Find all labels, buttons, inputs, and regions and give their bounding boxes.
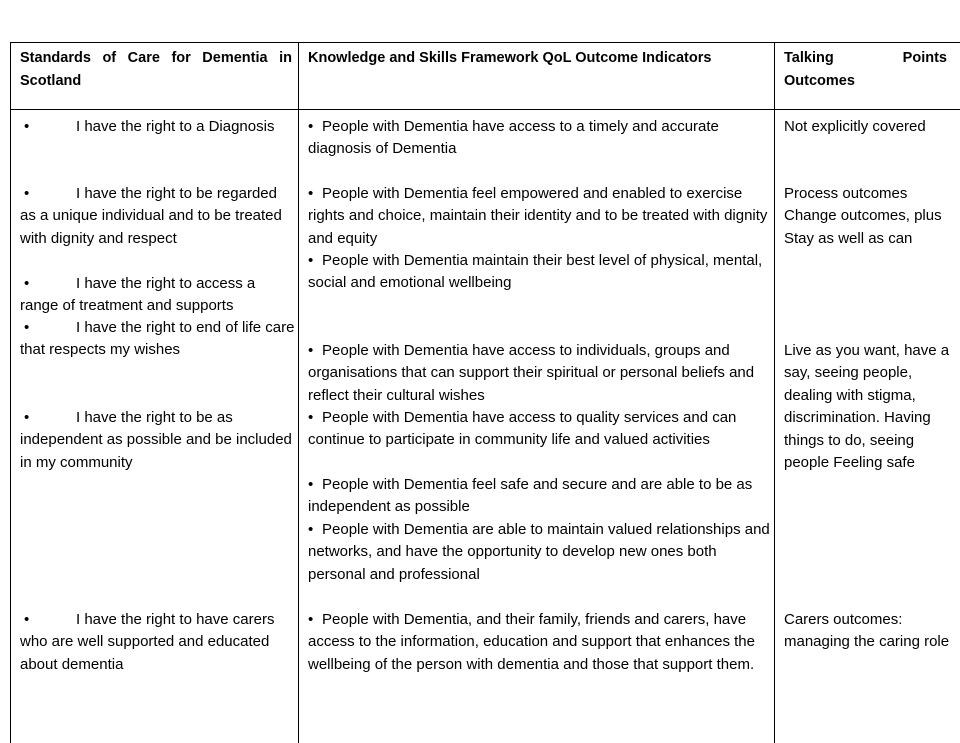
standard-item: • I have the right to be as independent as possible and be included in my community (20, 409, 292, 471)
bullet-icon: • (24, 409, 30, 426)
indicator-item: • People with Dementia have access to quality services and can continue to participate in community life and valued activities (308, 409, 737, 449)
bullet-icon: • (308, 185, 314, 202)
header-indicators: Knowledge and Skills Framework QoL Outcome Indicators (308, 50, 712, 66)
indicator-item: • People with Dementia feel empowered and enabled to exercise rights and choice, maintain their identity and to be treated with dignity and equity (308, 185, 768, 247)
column-divider (774, 43, 775, 743)
indicator-item: • People with Dementia maintain their best level of physical, mental, social and emotional wellbeing (308, 252, 763, 292)
bullet-icon: • (308, 521, 314, 538)
outcome-item: Live as you want, have a say, seeing people, dealing with stigma, discrimination. Having things to do, seeing people Feeling safe (784, 342, 950, 472)
standard-item: • I have the right to a Diagnosis (20, 116, 295, 138)
column-divider (298, 43, 299, 743)
indicator-item: • People with Dementia have access to a timely and accurate diagnosis of Dementia (308, 118, 719, 158)
indicator-item: • People with Dementia feel safe and secure and are able to be as independent as possible (308, 476, 753, 516)
standard-item: • I have the right to have carers who are well supported and educated about dementia (20, 611, 275, 673)
dementia-standards-table (10, 42, 960, 743)
bullet-icon: • (308, 476, 314, 493)
outcome-item: Process outcomes Change outcomes, plus Stay as well as can (784, 185, 942, 247)
bullet-icon: • (308, 409, 314, 426)
outcome-item: Carers outcomes: managing the caring role (784, 611, 950, 651)
standard-item: • I have the right to end of life care that respects my wishes (20, 319, 295, 359)
bullet-icon: • (24, 185, 30, 202)
bullet-icon: • (308, 342, 314, 359)
header-outcomes: Talking Points Outcomes (784, 50, 947, 89)
indicator-item: • People with Dementia have access to individuals, groups and organisations that can support their spiritual or personal beliefs and reflect their cultural wishes (308, 342, 755, 404)
standard-item: • I have the right to access a range of treatment and supports (20, 275, 256, 315)
outcome-item: Not explicitly covered (784, 118, 926, 135)
bullet-icon: • (24, 611, 30, 628)
bullet-icon: • (24, 118, 30, 135)
standard-item: • I have the right to be regarded as a unique individual and to be treated with dignity and respect (20, 185, 282, 247)
bullet-icon: • (308, 611, 314, 628)
bullet-icon: • (24, 319, 30, 336)
bullet-icon: • (24, 275, 30, 292)
header-standards: Standards of Care for Dementia in Scotland (20, 50, 292, 89)
indicator-item: • People with Dementia are able to maintain valued relationships and networks, and have the opportunity to develop new ones both personal and professional (308, 521, 770, 583)
bullet-icon: • (308, 118, 314, 135)
indicator-item: • People with Dementia, and their family, friends and carers, have access to the information, education and support that enhances the wellbeing of the person with dementia and those that support them. (308, 611, 755, 673)
bullet-icon: • (308, 252, 314, 269)
